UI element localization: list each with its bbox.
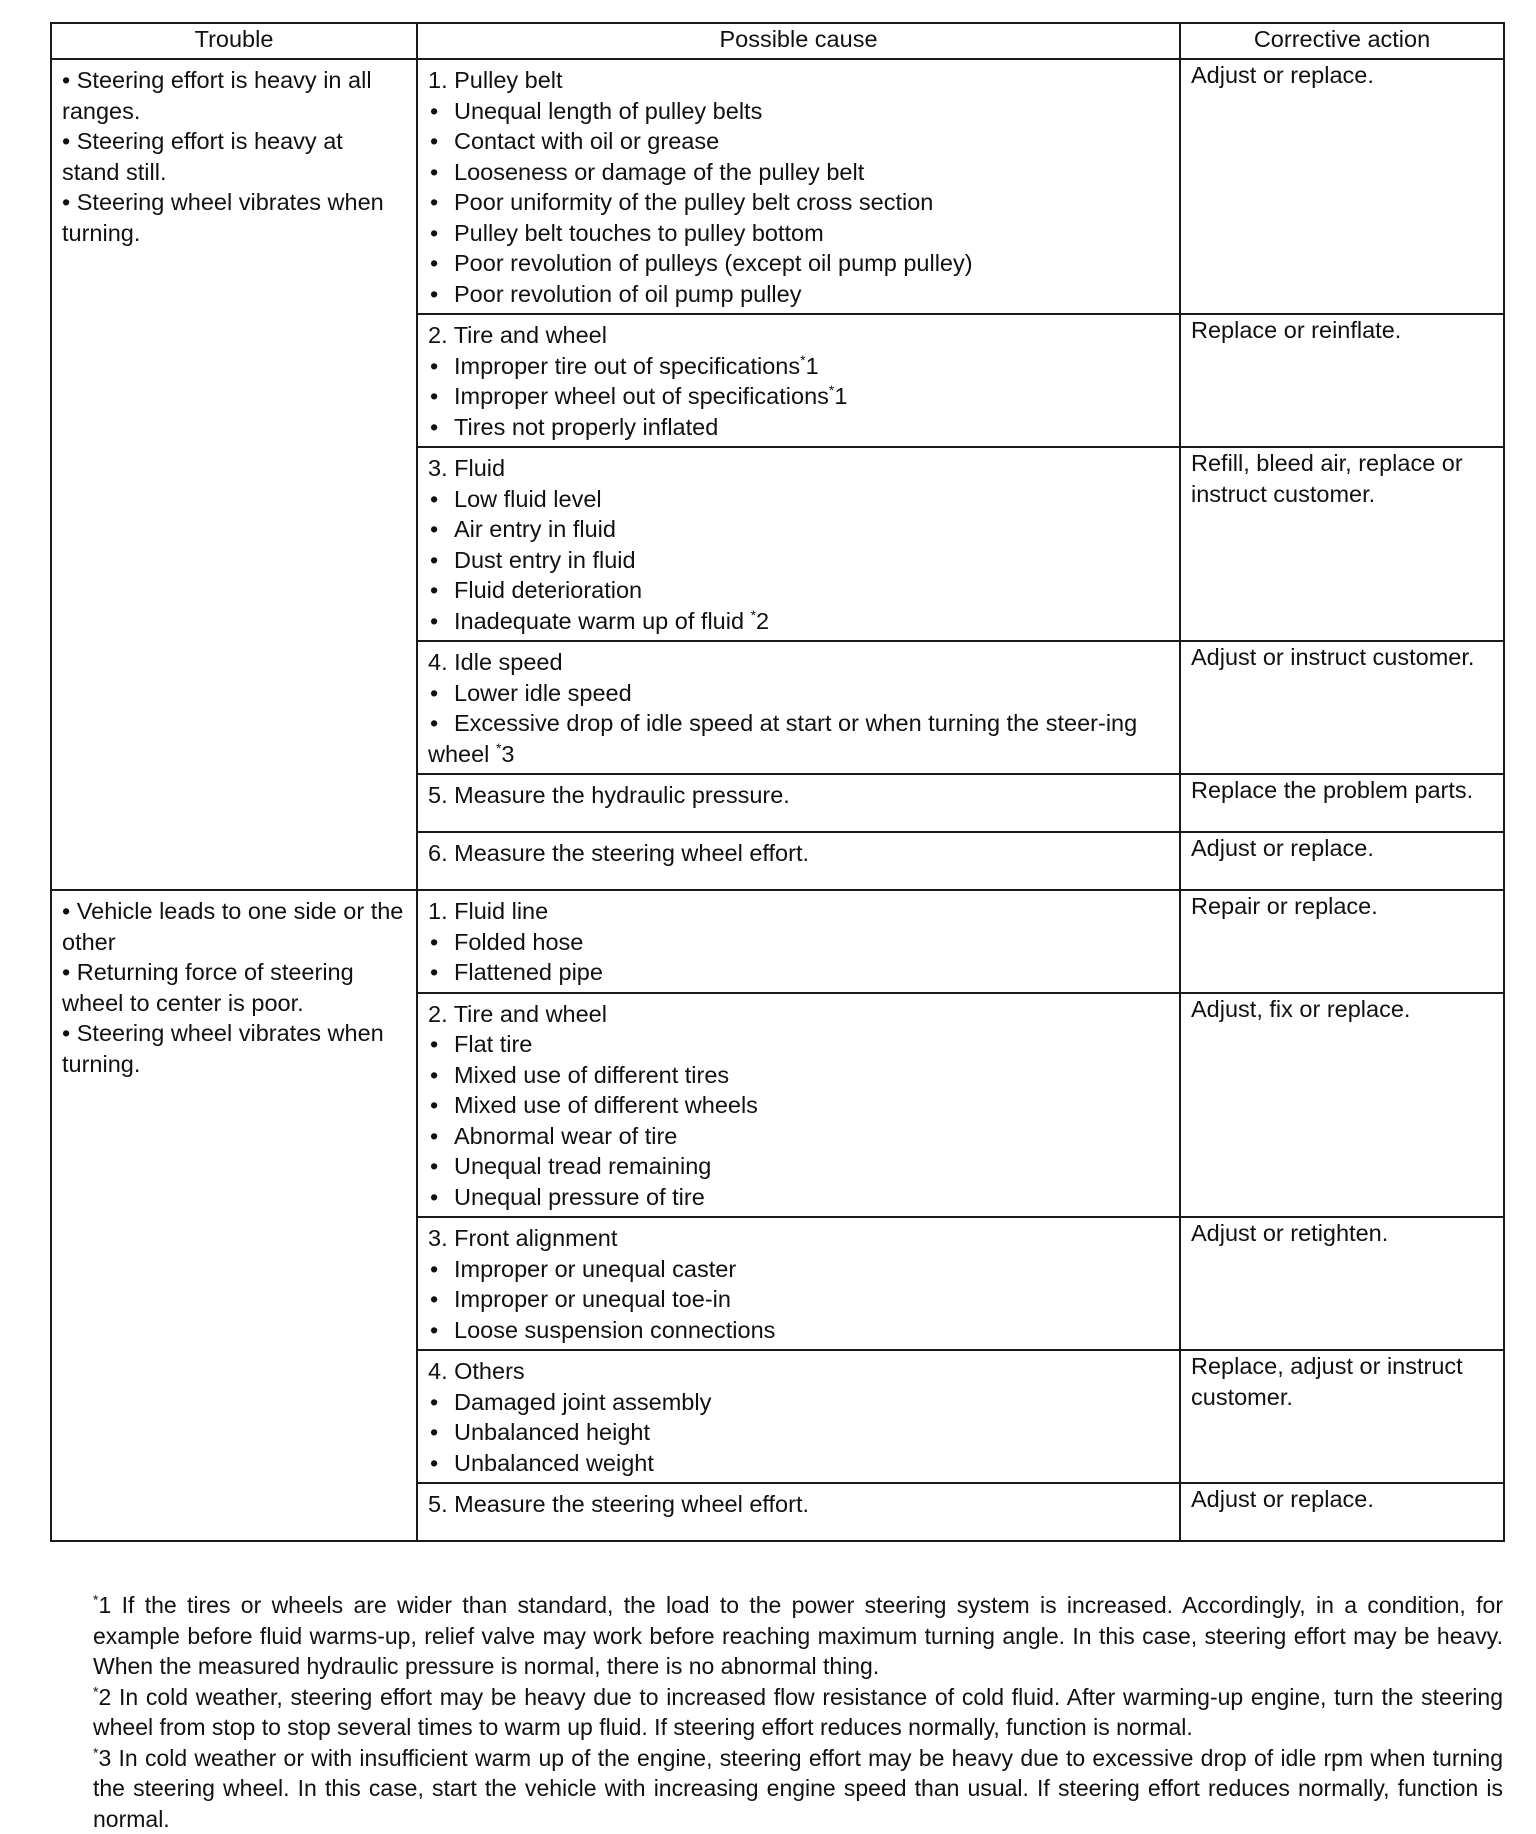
cause-text: Damaged joint assembly [454, 1389, 711, 1415]
cause-bullet [428, 218, 1169, 249]
cause-cell [417, 1483, 1180, 1541]
bullet-dot: • [428, 1284, 454, 1315]
cause-text: Poor revolution of pulleys (except oil pump pulley) [454, 250, 973, 276]
corrective-action-cell: Adjust or retighten. [1180, 1217, 1504, 1350]
cause-title: 2. Tire and wheel [428, 320, 1169, 351]
cause-cell [417, 993, 1180, 1218]
corrective-action-cell: Adjust or replace. [1180, 1483, 1504, 1541]
bullet-dot: • [428, 1029, 454, 1060]
table-row [51, 890, 1504, 993]
cause-bullet [428, 484, 1169, 515]
cause-bullet [428, 351, 1169, 382]
bullet-dot: • [428, 248, 454, 279]
cause-bullet [428, 606, 1169, 637]
trouble-item: • Steering wheel vibrates when turning. [62, 1018, 406, 1079]
cause-title: 3. Front alignment [428, 1223, 1169, 1254]
bullet-dot: • [428, 1315, 454, 1346]
trouble-cell [51, 59, 417, 890]
cause-bullet [428, 381, 1169, 412]
table-row [51, 59, 1504, 314]
bullet-dot: • [428, 545, 454, 576]
cause-bullet [428, 1448, 1169, 1479]
footnote-marker: * [751, 607, 756, 623]
cause-bullet [428, 678, 1169, 709]
cause-title: 6. Measure the steering wheel effort. [428, 838, 1169, 869]
corrective-action-cell: Replace or reinflate. [1180, 314, 1504, 447]
cause-text: Lower idle speed [454, 680, 632, 706]
cause-bullet [428, 1182, 1169, 1213]
cause-text: Looseness or damage of the pulley belt [454, 159, 864, 185]
trouble-cell [51, 890, 417, 1541]
header-possible-cause: Possible cause [417, 23, 1180, 59]
cause-text: Loose suspension connections [454, 1317, 775, 1343]
cause-text: Dust entry in fluid [454, 547, 636, 573]
cause-bullet [428, 1417, 1169, 1448]
cause-text: Contact with oil or grease [454, 128, 719, 154]
cause-bullet [428, 1387, 1169, 1418]
corrective-action-cell: Repair or replace. [1180, 890, 1504, 993]
bullet-dot: • [428, 279, 454, 310]
bullet-dot: • [428, 514, 454, 545]
footnote-number: 1 [806, 353, 819, 379]
cause-bullet [428, 1315, 1169, 1346]
corrective-action-cell: Adjust or replace. [1180, 59, 1504, 314]
header-trouble: Trouble [51, 23, 417, 59]
footnote [93, 1682, 1503, 1743]
cause-bullet [428, 1151, 1169, 1182]
cause-text: Improper or unequal toe-in [454, 1286, 731, 1312]
cause-text: Flat tire [454, 1031, 532, 1057]
bullet-dot: • [428, 1060, 454, 1091]
cause-title: 5. Measure the steering wheel effort. [428, 1489, 1169, 1520]
cause-bullet [428, 157, 1169, 188]
cause-cell [417, 774, 1180, 832]
corrective-action-cell: Adjust or instruct customer. [1180, 641, 1504, 774]
table-body [51, 59, 1504, 1541]
cause-bullet [428, 187, 1169, 218]
bullet-dot: • [428, 484, 454, 515]
bullet-dot: • [428, 157, 454, 188]
footnotes [93, 1590, 1503, 1834]
bullet-dot: • [428, 381, 454, 412]
footnote-number: 3 [501, 741, 514, 767]
footnote-marker: * [93, 1744, 98, 1760]
cause-text: Excessive drop of idle speed at start or when turning the steer-ing wheel [428, 710, 1137, 767]
footnote-marker: * [800, 352, 805, 368]
cause-cell [417, 641, 1180, 774]
bullet-dot: • [428, 575, 454, 606]
bullet-dot: • [428, 187, 454, 218]
cause-title: 4. Idle speed [428, 647, 1169, 678]
cause-cell [417, 1217, 1180, 1350]
corrective-action-cell: Adjust, fix or replace. [1180, 993, 1504, 1218]
footnote-text: 2 In cold weather, steering effort may be heavy due to increased flow resistance of cold fluid. After warming-up engine, turn the steering wheel from stop to stop several times to warm up fluid. If steering effort reduces normally, function is normal. [93, 1684, 1503, 1741]
cause-text: Poor revolution of oil pump pulley [454, 281, 801, 307]
cause-text: Mixed use of different wheels [454, 1092, 758, 1118]
bullet-dot: • [428, 126, 454, 157]
cause-text: Folded hose [454, 929, 583, 955]
footnote-text: 1 If the tires or wheels are wider than standard, the load to the power steering system is increased. Accordingly, in a condition, for example before fluid warms-up, relief valve may work before reaching maximum turning angle. In this case, steering effort may be heavy. When the measured hydraulic pressure is normal, there is no abnormal thing. [93, 1592, 1503, 1679]
cause-bullet [428, 1090, 1169, 1121]
footnote [93, 1743, 1503, 1834]
cause-text: Low fluid level [454, 486, 602, 512]
trouble-item: • Steering effort is heavy in all ranges. [62, 65, 406, 126]
cause-cell [417, 890, 1180, 993]
cause-text: Improper wheel out of specifications [454, 383, 829, 409]
cause-bullet [428, 1029, 1169, 1060]
cause-bullet [428, 248, 1169, 279]
cause-bullet [428, 412, 1169, 443]
bullet-dot: • [428, 1254, 454, 1285]
bullet-dot: • [428, 1417, 454, 1448]
header-corrective-action: Corrective action [1180, 23, 1504, 59]
cause-text: Improper tire out of specifications [454, 353, 800, 379]
bullet-dot: • [428, 1182, 454, 1213]
footnote-marker: * [829, 382, 834, 398]
cause-bullet [428, 126, 1169, 157]
cause-bullet [428, 575, 1169, 606]
footnote-marker: * [93, 1591, 98, 1607]
cause-bullet [428, 545, 1169, 576]
cause-bullet [428, 1254, 1169, 1285]
trouble-item: • Steering effort is heavy at stand still. [62, 126, 406, 187]
footnote-marker: * [93, 1683, 98, 1699]
trouble-item: • Vehicle leads to one side or the other [62, 896, 406, 957]
cause-bullet [428, 514, 1169, 545]
cause-title: 3. Fluid [428, 453, 1169, 484]
cause-bullet [428, 96, 1169, 127]
table-header-row [51, 23, 1504, 59]
corrective-action-cell: Replace the problem parts. [1180, 774, 1504, 832]
cause-text: Abnormal wear of tire [454, 1123, 677, 1149]
cause-text: Unequal length of pulley belts [454, 98, 762, 124]
bullet-dot: • [428, 218, 454, 249]
cause-text: Improper or unequal caster [454, 1256, 736, 1282]
cause-text: Unbalanced height [454, 1419, 650, 1445]
cause-bullet [428, 957, 1169, 988]
cause-title: 1. Fluid line [428, 896, 1169, 927]
corrective-action-cell: Adjust or replace. [1180, 832, 1504, 890]
bullet-dot: • [428, 606, 454, 637]
cause-text: Air entry in fluid [454, 516, 616, 542]
bullet-dot: • [428, 927, 454, 958]
footnote-text: 3 In cold weather or with insufficient warm up of the engine, steering effort may be heavy due to excessive drop of idle rpm when turning the steering wheel. In this case, start the vehicle with increasing engine speed than usual. If steering effort reduces normally, function is normal. [93, 1745, 1503, 1832]
bullet-dot: • [428, 1090, 454, 1121]
cause-title: 1. Pulley belt [428, 65, 1169, 96]
cause-bullet [428, 1121, 1169, 1152]
bullet-dot: • [428, 96, 454, 127]
cause-bullet [428, 708, 1169, 769]
bullet-dot: • [428, 1151, 454, 1182]
trouble-item: • Returning force of steering wheel to center is poor. [62, 957, 406, 1018]
bullet-dot: • [428, 957, 454, 988]
bullet-dot: • [428, 1448, 454, 1479]
bullet-dot: • [428, 678, 454, 709]
cause-title: 5. Measure the hydraulic pressure. [428, 780, 1169, 811]
cause-text: Inadequate warm up of fluid [454, 608, 751, 634]
cause-text: Poor uniformity of the pulley belt cross section [454, 189, 933, 215]
cause-bullet [428, 927, 1169, 958]
cause-cell [417, 59, 1180, 314]
cause-cell [417, 314, 1180, 447]
cause-text: Unequal pressure of tire [454, 1184, 705, 1210]
cause-title: 2. Tire and wheel [428, 999, 1169, 1030]
footnote [93, 1590, 1503, 1682]
cause-text: Unequal tread remaining [454, 1153, 711, 1179]
bullet-dot: • [428, 1387, 454, 1418]
trouble-item: • Steering wheel vibrates when turning. [62, 187, 406, 248]
corrective-action-cell: Refill, bleed air, replace or instruct customer. [1180, 447, 1504, 641]
cause-text: Mixed use of different tires [454, 1062, 729, 1088]
footnote-number: 2 [756, 608, 769, 634]
corrective-action-cell: Replace, adjust or instruct customer. [1180, 1350, 1504, 1483]
cause-text: Tires not properly inflated [454, 414, 718, 440]
cause-text: Fluid deterioration [454, 577, 642, 603]
cause-bullet [428, 1060, 1169, 1091]
cause-title: 4. Others [428, 1356, 1169, 1387]
cause-text: Unbalanced weight [454, 1450, 654, 1476]
cause-text: Flattened pipe [454, 959, 603, 985]
cause-cell [417, 447, 1180, 641]
cause-bullet [428, 1284, 1169, 1315]
bullet-dot: • [428, 708, 454, 739]
cause-bullet [428, 279, 1169, 310]
troubleshooting-table [50, 22, 1505, 1542]
bullet-dot: • [428, 412, 454, 443]
cause-text: Pulley belt touches to pulley bottom [454, 220, 824, 246]
footnote-number: 1 [834, 383, 847, 409]
bullet-dot: • [428, 1121, 454, 1152]
footnote-marker: * [496, 740, 501, 756]
bullet-dot: • [428, 351, 454, 382]
cause-cell [417, 832, 1180, 890]
cause-cell [417, 1350, 1180, 1483]
